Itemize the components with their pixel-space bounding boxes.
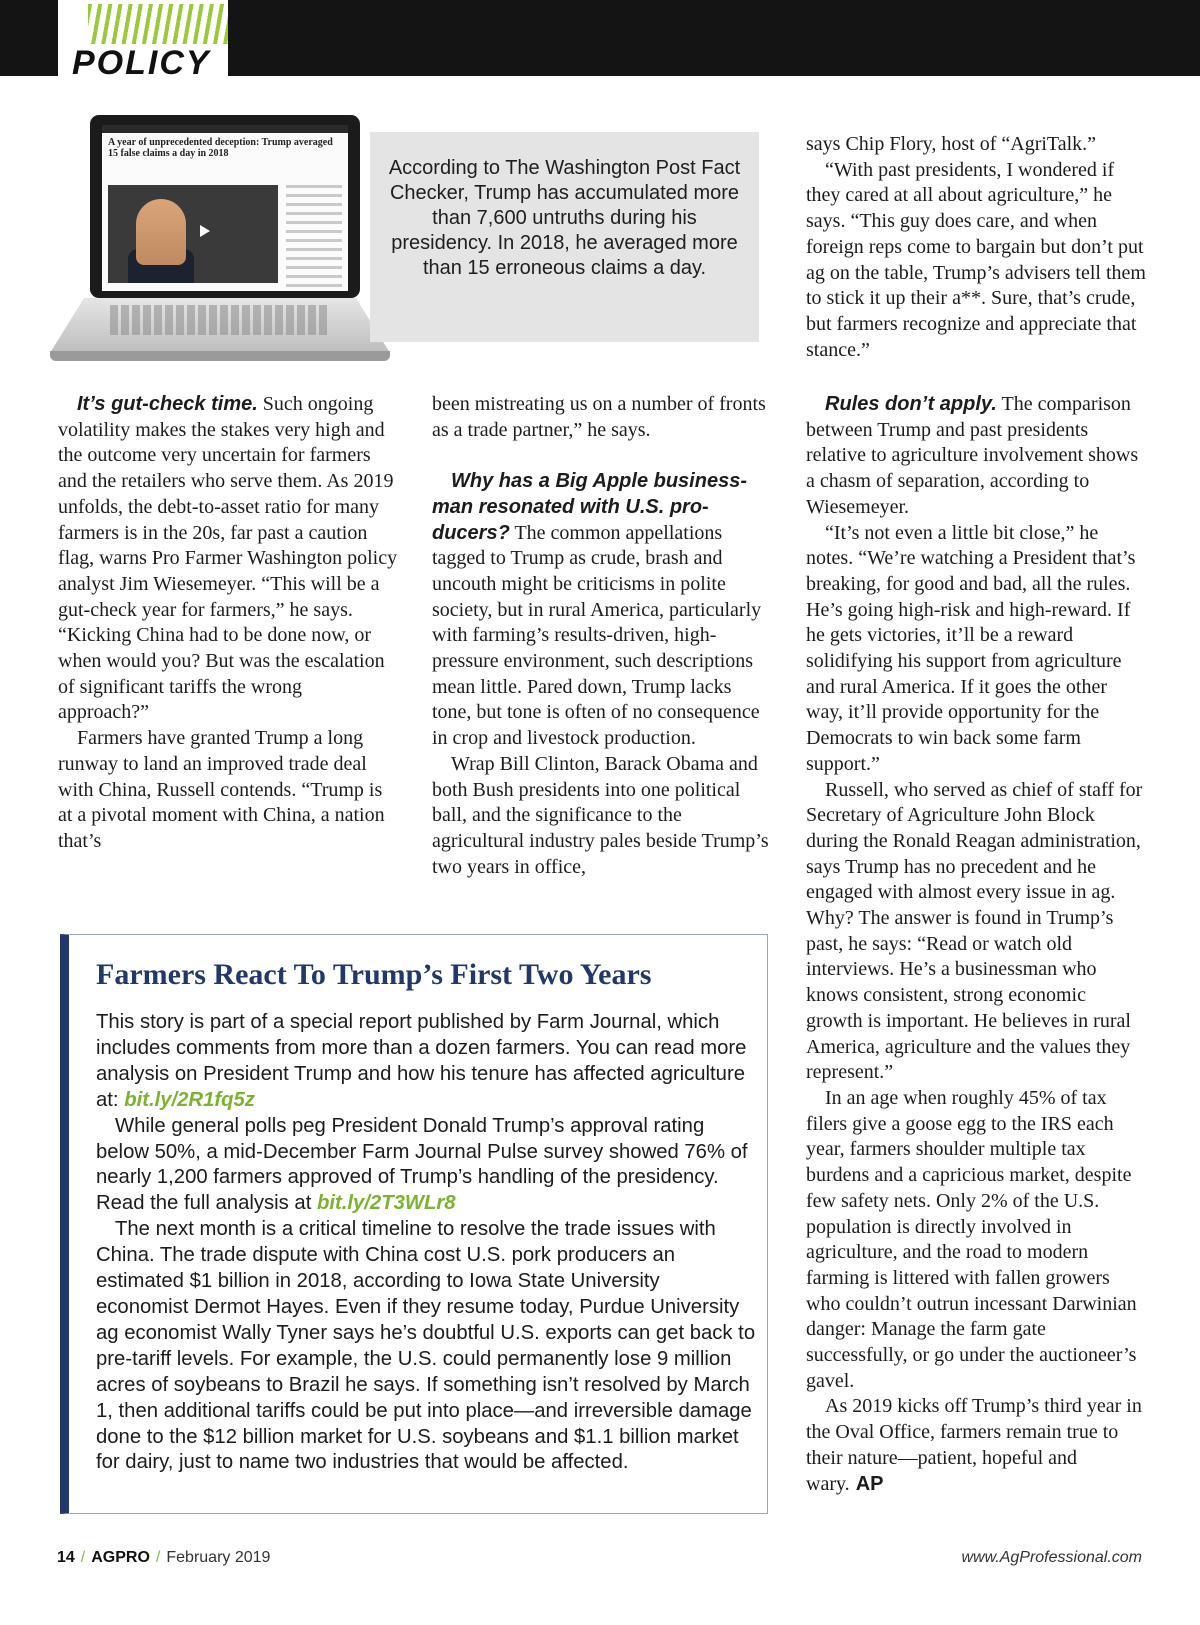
paragraph: “With past presidents, I wondered if they cared at all about agriculture,” he says. “This guy does care, and when foreign reps come to bargain but don’t put ag on the table, Trump’s advisers tell them to stick it up their a**. Sure, that’s crude, but farmers recognize and appreciate that stance.” (806, 158, 1146, 361)
paragraph (806, 1394, 1146, 1497)
magazine-name: AGPRO (91, 1549, 150, 1566)
paragraph-text: The common appellations tagged to Trump as crude, brash and uncouth might be criticisms in polite society, but in rural America, particularly with farming’s results-driven, high-pressure environment, such descriptions mean little. Pared down, Trump lacks tone, but tone is often of no consequence in crop and livestock production. (432, 521, 762, 750)
sidebar-body (96, 1010, 756, 1476)
screen-text-line (286, 212, 342, 215)
paragraph: Russell, who served as chief of staff for Secretary of Agriculture John Block during the Ronald Reagan administration, says Trump has no precedent and he engaged with almost every issue in ag. Why? The answer is found in Trump’s past, he says: “Read or watch old interviews. He’s a businessman who knows consistent, strong economic growth is important. He believes in rural America, agriculture and the values they represent.” (806, 778, 1143, 1084)
column-2 (432, 392, 772, 880)
screen-text-line (286, 275, 342, 278)
link-pulse-analysis[interactable]: bit.ly/2T3WLr8 (316, 1192, 456, 1215)
laptop-photo (50, 115, 390, 365)
laptop-keys (110, 305, 330, 335)
screen-toolbar (102, 125, 348, 133)
column-3-top (806, 132, 1146, 363)
laptop-base (50, 351, 390, 361)
screen-text-line (286, 230, 342, 233)
screen-text-line (286, 284, 342, 287)
screen-text-line (286, 248, 342, 251)
author-signature: AP (855, 1472, 884, 1495)
column-1 (58, 392, 398, 855)
paragraph-text: While general polls peg President Donald Trump’s approval rating below 50%, a mid-December Farm Journal Pulse survey showed 76% of nearly 1,200 farmers approved of Trump’s handling of the presidency. Read the full analysis at (96, 1114, 748, 1215)
separator: / (155, 1549, 161, 1566)
subhead: Rules don’t apply. (825, 393, 997, 415)
paragraph (96, 1114, 756, 1218)
footer-folio (57, 1549, 270, 1567)
paragraph: The next month is a critical timeline to resolve the trade issues with China. The trade dispute with China cost U.S. pork producers an estimated $1 billion in 2018, according to Iowa State University economist Dermot Hayes. Even if they resume today, Purdue University ag economist Wally Tyner says he’s doubtful U.S. exports can get back to pre-tariff levels. For example, the U.S. could permanently lose 9 million acres of soybeans to Brazil he says. If something isn’t resolved by March 1, then additional tariffs could be put into place—and irreversible damage done to the $12 billion market for U.S. soybeans and $1.1 billion market for dairy, just to name two industries that would be affected. (96, 1218, 756, 1474)
screen-text-line (286, 266, 342, 269)
paragraph (806, 392, 1146, 521)
paragraph: Wrap Bill Clinton, Barack Obama and both Bush presidents into one political ball, and the significance to the agricultural industry pales beside Trump’s two years in office, (432, 752, 769, 878)
subhead: It’s gut-check time. (77, 393, 258, 415)
paragraph-text: As 2019 kicks off Trump’s third year in the Oval Office, farmers remain true to their nature—patient, hopeful and wary. (806, 1395, 1142, 1495)
screen-video-thumbnail (108, 185, 278, 283)
paragraph (96, 1010, 756, 1114)
paragraph: says Chip Flory, host of “AgriTalk.” (806, 133, 1097, 155)
paragraph (432, 469, 772, 752)
photo-caption: According to The Washington Post Fact Checker, Trump has accumulated more than 7,600 untruths during his presidency. In 2018, he averaged more than 15 erroneous claims a day. (370, 132, 759, 342)
paragraph: “It’s not even a little bit close,” he notes. “We’re watching a President that’s breaking, for good and bad, all the rules. He’s going high-risk and high-reward. If he gets victories, it’ll be a reward solidifying his support from agriculture and rural America. If it goes the other way, it’ll provide opportunity for the Democrats to win back some farm support.” (806, 521, 1136, 775)
section-tag: POLICY (72, 44, 211, 82)
paragraph: In an age when roughly 45% of tax filers give a goose egg to the IRS each year, farmers shoulder multiple tax burdens and a capricious market, despite few safety nets. Only 2% of the U.S. population is directly involved in agriculture, and the road to modern farming is littered with fallen growers who couldn’t outrun incessant Darwinian danger: Manage the farm gate successfully, or go under the auctioneer’s gavel. (806, 1086, 1137, 1392)
paragraph-text: Such ongoing volatility makes the stakes very high and the outcome very uncertain for farmers and the retailers who serve them. As 2019 unfolds, the debt-to-asset ratio for many farmers is in the 20s, far past a caution flag, warns Pro Farmer Washington policy analyst Jim Wiesemeyer. “This will be a gut-check year for farmers,” he says. “Kicking China had to be done now, or when would you? But was the escalation of significant tariffs the wrong approach?” (58, 393, 398, 724)
screen-headline: A year of unprecedented deception: Trump averaged 15 false claims a day in 2018 (108, 137, 333, 159)
link-report[interactable]: bit.ly/2R1fq5z (124, 1088, 255, 1111)
paragraph: Farmers have granted Trump a long runway to land an improved trade deal with China, Russell contends. “Trump is at a pivotal moment with China, a nation that’s (58, 727, 385, 852)
laptop-screen (102, 125, 348, 291)
sidebar-title: Farmers React To Trump’s First Two Years (96, 958, 652, 991)
paragraph (58, 392, 398, 726)
issue-date: February 2019 (166, 1549, 271, 1566)
page-number: 14 (57, 1549, 75, 1566)
screen-text-line (286, 203, 342, 206)
screen-text-line (286, 257, 342, 260)
video-figure-face (136, 199, 186, 265)
screen-text-line (286, 185, 342, 188)
play-icon (200, 225, 210, 237)
screen-text-line (286, 239, 342, 242)
screen-text-line (286, 221, 342, 224)
paragraph-text: The comparison between Trump and past presidents relative to agriculture involvement shows a chasm of separation, according to Wiesemeyer. (806, 393, 1139, 518)
separator: / (80, 1549, 86, 1566)
column-3 (806, 392, 1146, 1497)
section-tag-stripes (88, 4, 228, 44)
footer-website[interactable]: www.AgProfessional.com (961, 1549, 1142, 1566)
screen-text-line (286, 194, 342, 197)
paragraph: been mistreating us on a number of fronts as a trade partner,” he says. (432, 393, 766, 441)
paragraph-text: This story is part of a special report published by Farm Journal, which includes comments from more than a dozen farmers. You can read more analysis on President Trump and how his tenure has affected agriculture at: (96, 1011, 747, 1111)
screen-sidebar (286, 185, 342, 291)
subhead: Why has a Big Apple business-man resonated with U.S. pro-ducers? (432, 470, 747, 544)
